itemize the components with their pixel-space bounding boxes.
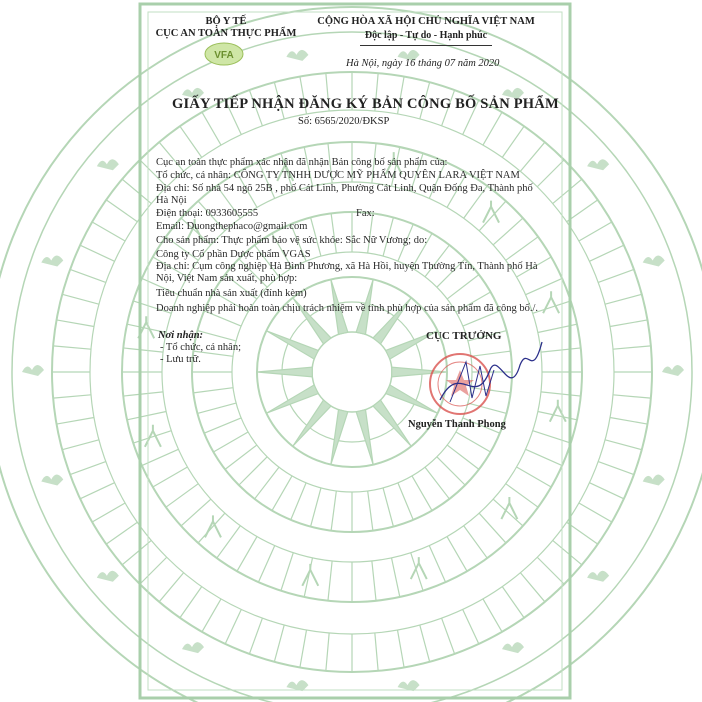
- drum-bird-motif: [97, 571, 119, 582]
- standard-line: Tiêu chuẩn nhà sản xuất (đính kèm): [156, 288, 307, 299]
- drum-ring-tick: [613, 346, 651, 349]
- drum-ring-tick: [53, 395, 91, 398]
- national-motto: Độc lập - Tự do - Hạnh phúc: [364, 30, 488, 41]
- manufacturer-address-line-1: Địa chỉ: Cụm công nghiệp Hà Bình Phương, xã Hà Hồi, huyện Thường Tín, Thành phố Hà: [156, 261, 538, 272]
- drum-ring-tick: [70, 462, 106, 475]
- document-number: Số: 6565/2020/ĐKSP: [298, 116, 390, 127]
- responsibility-line: Doanh nghiệp phải hoàn toàn chịu trách nhiệm về tính phù hợp của sản phẩm đã công bố./.: [156, 303, 538, 314]
- drum-ring-tick: [605, 440, 642, 450]
- drum-ring-tick: [598, 462, 634, 475]
- drum-ring-tick: [605, 294, 642, 304]
- republic-name: CỘNG HÒA XÃ HỘI CHỦ NGHĨA VIỆT NAM: [317, 16, 535, 27]
- drum-ring-tick: [57, 417, 94, 424]
- drum-ring-tick: [589, 245, 623, 261]
- drum-ring-tick: [579, 222, 612, 241]
- intro-line: Cục an toàn thực phẩm xác nhận đã nhận Bản công bố sản phẩm của:: [156, 157, 448, 168]
- drum-ring-tick: [92, 222, 125, 241]
- drum-bird-motif: [22, 365, 44, 376]
- drum-bird-motif: [643, 474, 665, 485]
- drum-bird-motif: [41, 256, 63, 267]
- recipients-label: Nơi nhận:: [158, 330, 204, 341]
- drum-bird-motif: [587, 159, 609, 170]
- fax-line: Fax:: [356, 208, 375, 219]
- email-line: Email: Duongthephaco@gmail.com: [156, 221, 308, 232]
- drum-ring-tick: [92, 503, 125, 522]
- drum-ring-tick: [62, 294, 99, 304]
- product-line: Cho sản phẩm: Thực phẩm bảo vệ sức khỏe: Sắc Nữ Vương; do:: [156, 235, 428, 246]
- drum-ring-tick: [57, 320, 94, 327]
- drum-ring-tick: [62, 440, 99, 450]
- department-name: CỤC AN TOÀN THỰC PHẨM: [155, 28, 297, 39]
- address-line-2: Hà Nội: [156, 195, 187, 206]
- signer-name: Nguyễn Thanh Phong: [408, 419, 506, 430]
- drum-bird-motif: [587, 571, 609, 582]
- drum-ring-tick: [80, 483, 114, 499]
- signer-position: CỤC TRƯỞNG: [426, 330, 502, 342]
- drum-ring-tick: [70, 269, 106, 282]
- ministry-name: BỘ Y TẾ: [205, 16, 247, 27]
- drum-ring-tick: [610, 320, 647, 327]
- manufacturer-line: Công ty Cổ phần Dược phẩm VGAS: [156, 249, 311, 260]
- organization-line: Tổ chức, cá nhân: CÔNG TY TNHH DƯỢC MỸ PHẨM QUYÊN LARA VIỆT NAM: [156, 170, 520, 181]
- drum-bird-motif: [41, 474, 63, 485]
- svg-text:VFA: VFA: [214, 50, 234, 61]
- document-title: GIẤY TIẾP NHẬN ĐĂNG KÝ BẢN CÔNG BỐ SẢN PHẨM: [172, 96, 559, 112]
- drum-ring-tick: [106, 522, 137, 544]
- official-stamp-and-signature: [420, 340, 550, 420]
- drum-ring-tick: [579, 503, 612, 522]
- drum-ring-tick: [53, 346, 91, 349]
- phone-line: Điện thoại: 0933605555: [156, 208, 259, 219]
- drum-bird-motif: [662, 365, 684, 376]
- vfa-logo: [202, 40, 246, 68]
- drum-ring-tick: [598, 269, 634, 282]
- recipient-item: - Tổ chức, cá nhân;: [160, 342, 242, 353]
- drum-ring-tick: [80, 245, 114, 261]
- motto-underline: [360, 45, 492, 46]
- place-date: Hà Nội, ngày 16 tháng 07 năm 2020: [346, 58, 500, 69]
- drum-bird-motif: [643, 256, 665, 267]
- recipient-item: - Lưu trữ.: [160, 354, 201, 365]
- drum-ring-tick: [613, 395, 651, 398]
- drum-ring-tick: [589, 483, 623, 499]
- manufacturer-address-line-2: Nội, Việt Nam sản xuất, phù hợp:: [156, 273, 298, 284]
- drum-ring-tick: [106, 200, 137, 222]
- drum-bird-motif: [97, 159, 119, 170]
- drum-ring-tick: [610, 417, 647, 424]
- address-line-1: Địa chỉ: Số nhà 54 ngõ 25B , phố Cát Linh, Phường Cát Linh, Quận Đống Đa, Thành phố: [156, 183, 533, 194]
